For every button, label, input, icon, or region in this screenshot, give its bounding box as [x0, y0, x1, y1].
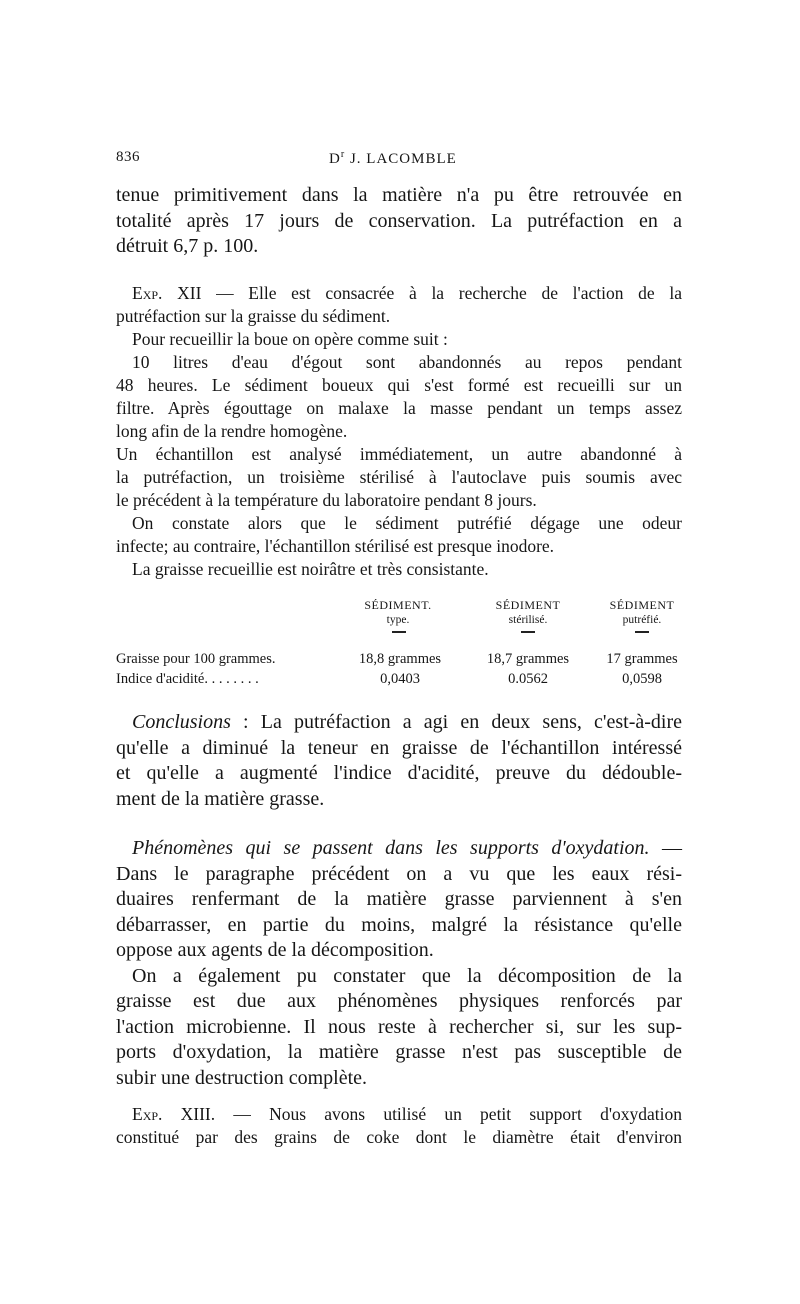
text-line: Un échantillon est analysé immédiatement, un autre abandonné à — [116, 444, 682, 464]
table-cell: 18,7 grammes — [486, 651, 570, 667]
text-line: la putréfaction, un troisième stérilisé à l'autoclave puis soumis avec — [116, 467, 682, 487]
experiment-xii — [116, 282, 682, 581]
text-line: ports d'oxydation, la matière grasse n'est pas susceptible de — [116, 1041, 682, 1063]
conclusions-paragraph — [116, 710, 682, 812]
text-line: Conclusions : La putréfaction a agi en deux sens, c'est-à-dire — [132, 711, 682, 733]
experiment-label: Exp. XII — [132, 283, 202, 303]
phenomenes-section — [116, 836, 682, 1091]
column-rule — [635, 631, 649, 633]
text-line: Dans le paragraphe précédent on a vu que les eaux rési- — [116, 862, 682, 885]
experiment-xiii — [116, 1103, 682, 1149]
text-line: duaires renfermant de la matière grasse parviennent à s'en — [116, 888, 682, 910]
section-title-line: Phénomènes qui se passent dans les supports d'oxydation. — — [132, 837, 683, 859]
text-line: subir une destruction complète. — [116, 1066, 368, 1089]
text-line: constitué par des grains de coke dont le diamètre était d'environ — [116, 1127, 682, 1147]
column-header: SÉDIMENT. type. — [364, 598, 432, 626]
table-cell: 18,8 grammes — [358, 651, 442, 667]
text-line: le précédent à la température du laboratoire pendant 8 jours. — [116, 490, 537, 510]
text-line: oppose aux agents de la décomposition. — [116, 939, 434, 961]
column-header: SÉDIMENT stérilisé. — [495, 598, 561, 626]
column-rule — [521, 631, 535, 633]
text-line: l'action microbienne. Il nous reste à rechercher si, sur les sup- — [116, 1015, 682, 1038]
text-line: détruit 6,7 p. 100. — [116, 235, 259, 257]
text-line: On a également pu constater que la décomposition de la — [132, 964, 682, 987]
text-line: infecte; au contraire, l'échantillon stérilisé est presque inodore. — [116, 536, 555, 556]
text-line: long afin de la rendre homogène. — [116, 421, 348, 441]
text-line: Exp. XII — Elle est consacrée à la recherche de l'action de la — [132, 283, 682, 303]
text-line: La graisse recueillie est noirâtre et très consistante. — [132, 559, 489, 579]
table-cell: 0.0562 — [508, 671, 548, 687]
table-row — [116, 649, 682, 669]
text-line: putréfaction sur la graisse du sédiment. — [116, 306, 391, 326]
experiment-label: Exp. XIII. — [132, 1104, 216, 1124]
paragraph-continuation — [116, 183, 682, 260]
text-line: graisse est due aux phénomènes physiques renforcés par — [116, 990, 682, 1012]
text-line: Exp. XIII. — Nous avons utilisé un petit support d'oxydation — [132, 1104, 682, 1124]
row-label: Graisse pour 100 grammes. — [116, 651, 276, 667]
column-header: SÉDIMENT putréfié. — [609, 598, 675, 626]
author-name: J. LACOMBLE — [345, 151, 457, 167]
row-label: Indice d'acidité. . . . . . . . — [116, 671, 259, 687]
running-title — [329, 149, 457, 168]
table-cell: 17 grammes — [606, 651, 678, 667]
text-line: qu'elle a diminué la teneur en graisse de l'échantillon intéressé — [116, 736, 682, 759]
author-prefix-sup: r — [340, 149, 346, 160]
text-line: filtre. Après égouttage on malaxe la masse pendant un temps assez — [116, 398, 682, 418]
text-line: totalité après 17 jours de conservation. La putréfaction en a — [116, 209, 682, 232]
text-line: On constate alors que le sédiment putréfié dégage une odeur — [132, 513, 682, 533]
table-cell: 0,0598 — [622, 671, 662, 687]
text-line: ment de la matière grasse. — [116, 787, 325, 810]
page-header — [116, 149, 682, 171]
text-line: 48 heures. Le sédiment boueux qui s'est formé est recueilli sur un — [116, 375, 682, 395]
table-cell: 0,0403 — [380, 671, 420, 687]
table-row — [116, 669, 682, 689]
text-line: débarrasser, en partie du moins, malgré la résistance qu'elle — [116, 913, 682, 936]
text-line: Pour recueillir la boue on opère comme suit : — [132, 329, 448, 349]
results-table — [116, 598, 682, 698]
page-number: 836 — [116, 149, 140, 165]
author-prefix: D — [329, 151, 341, 167]
text-line: tenue primitivement dans la matière n'a pu être retrouvée en — [116, 184, 682, 206]
text-line: et qu'elle a augmenté l'indice d'acidité, preuve du dédouble- — [116, 762, 682, 784]
column-rule — [392, 631, 406, 633]
text-line: 10 litres d'eau d'égout sont abandonnés au repos pendant — [132, 352, 682, 372]
conclusions-label: Conclusions — [132, 711, 231, 733]
section-title: Phénomènes qui se passent dans les supports d'oxydation. — [132, 837, 650, 859]
